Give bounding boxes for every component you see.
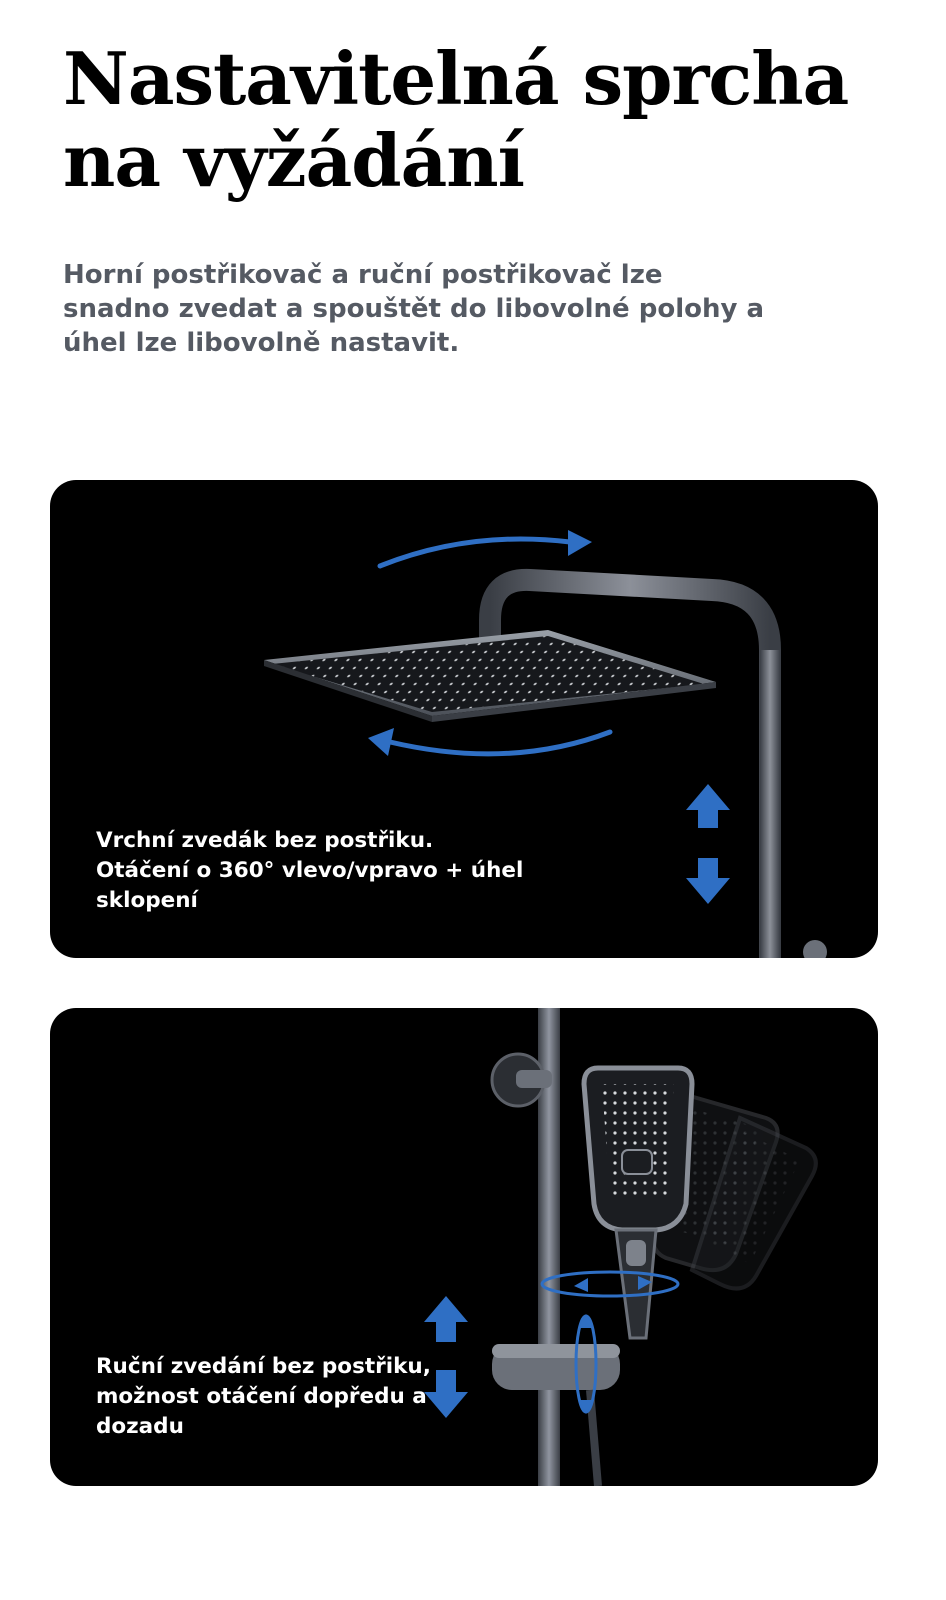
page-title-line-1: Nastavitelná sprcha: [63, 36, 849, 121]
page-subtitle-line-3: úhel lze libovolně nastavit.: [63, 328, 460, 358]
shower-head: [264, 630, 716, 722]
valve-knob: [803, 940, 827, 958]
hand-caption-line-3: dozadu: [96, 1414, 184, 1439]
hand-shower-head: [584, 1068, 692, 1338]
overhead-caption-line-3: sklopení: [96, 888, 198, 913]
rotate-arrow-top-icon: [380, 539, 570, 566]
lift-up-arrow-icon: [424, 1296, 468, 1342]
page-subtitle: [63, 258, 863, 360]
overhead-caption-line-1: Vrchní zvedák bez postřiku.: [96, 828, 434, 853]
lift-down-arrow-icon: [686, 858, 730, 904]
page-title-line-2: na vyžádání: [63, 118, 524, 203]
overhead-caption-line-2: Otáčení o 360° vlevo/vpravo + úhel: [96, 858, 524, 883]
hand-shower-caption: [96, 1352, 431, 1442]
hand-shower-card: [50, 1008, 878, 1486]
shower-riser: [760, 650, 780, 958]
page-title: [63, 38, 923, 202]
rotate-ring-horizontal-icon: [542, 1272, 678, 1296]
page-subtitle-line-2: snadno zvedat a spouštět do libovolné polohy a: [63, 294, 765, 324]
lift-up-arrow-icon: [686, 784, 730, 828]
rotate-arrow-bottom-head-icon: [368, 728, 394, 756]
rotate-arrow-top-head-icon: [568, 530, 592, 556]
overhead-shower-caption: [96, 826, 523, 916]
page-subtitle-line-1: Horní postřikovač a ruční postřikovač lze: [63, 260, 663, 290]
hand-caption-line-2: možnost otáčení dopředu a: [96, 1384, 427, 1409]
hand-caption-line-1: Ruční zvedání bez postřiku,: [96, 1354, 431, 1379]
overhead-shower-card: [50, 480, 878, 958]
rotate-arrow-bottom-icon: [390, 732, 610, 754]
